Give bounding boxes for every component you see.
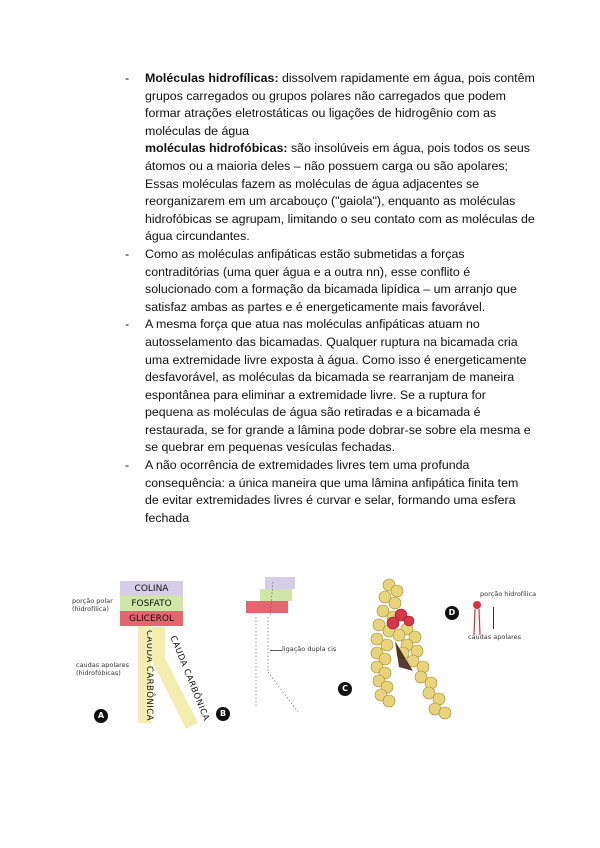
hydrophilic-label: porção hidrofílica xyxy=(480,590,537,598)
bullet-paragraph-2 xyxy=(145,140,535,246)
term-hydrophobic: moléculas hidrofóbicas: xyxy=(145,141,288,156)
bullet-text: são insolúveis em água, pois todos os seus átomos ou a maioria deles – não possuem carga ou são apolares; Essas moléculas fazem as moléculas de água adjacentes se reorganizarem em um arcabouço ("gaiola"), enquanto as moléculas hidrofóbicas se agrupam, limitando o seu contato com as moléculas de água circundantes. xyxy=(145,141,535,244)
bullet-item xyxy=(125,316,535,457)
apolar-label: caudas apolares (hidrofóbicas) xyxy=(76,661,130,677)
apolar-tails-label: caudas apolares xyxy=(468,633,522,641)
colina-box: COLINA xyxy=(120,581,183,596)
bullet-dash: - xyxy=(125,317,130,332)
bullet-item xyxy=(125,70,535,246)
badge-c: C xyxy=(338,682,352,696)
bullet-dash: - xyxy=(125,246,130,261)
term-hydrophilic: Moléculas hidrofílicas: xyxy=(145,71,279,85)
bullet-paragraph xyxy=(145,70,535,140)
fosfato-box: FOSFATO xyxy=(120,596,183,611)
tail-2-label: CAUDA CARBÔNICA xyxy=(167,634,211,723)
phospholipid-figure xyxy=(70,575,540,725)
bullet-text: A não ocorrência de extremidades livres tem uma profunda consequência: a única maneira que uma lâmina anfipática finita tem de evitar extremidades livres é curvar e selar, formando uma esfera fechada xyxy=(145,458,519,525)
bullet-text: A mesma força que atua nas moléculas anfipáticas atuam no autosselamento das bicamadas. Qualquer ruptura na bicamada cria uma extremidade livre exposta à água. Como isso é energeticamente desfavorável, as moléculas da bicamada se rearranjam de maneira espontânea para eliminar a extremidade livre. Se a ruptura for pequena as moléculas de água são retiradas e a bicamada é restaurada, se for grande a lâmina pode dobrar-se sobre ela mesma e se quebrar em pequenas vesículas fechadas. xyxy=(145,317,531,455)
bullet-dash: - xyxy=(125,71,130,85)
glicerol-box: GLICEROL xyxy=(120,611,183,626)
badge-d: D xyxy=(445,606,459,620)
cis-double-bond-label: ligação dupla cis xyxy=(282,645,337,653)
bullet-text: Como as moléculas anfipáticas estão submetidas a forças contraditórias (uma quer água e a outra nn), esse conflito é solucionado com a formação da bicamada lipídica – um arranjo que satisfaz ambas as partes e é energeticamente mais favorável. xyxy=(145,246,517,314)
bullet-item xyxy=(125,246,535,316)
bullet-item xyxy=(125,457,535,527)
polar-label: porção polar (hidrofílica) xyxy=(72,597,113,613)
tail-1-label: CAUDA CARBÔNICA xyxy=(144,630,154,722)
cis-pointer xyxy=(270,650,282,651)
badge-a: A xyxy=(94,709,108,723)
bullet-text: dissolvem rapidamente em água, pois contêm grupos carregados ou grupos polares não carregados que podem formar atrações eletrostáticas ou ligações de hidrogênio com as moléculas de água xyxy=(145,71,535,138)
badge-b: B xyxy=(216,707,230,721)
space-filling-model xyxy=(355,575,465,725)
bullet-dash: - xyxy=(125,458,130,473)
bracket-line xyxy=(493,607,494,629)
document-body xyxy=(125,70,535,527)
